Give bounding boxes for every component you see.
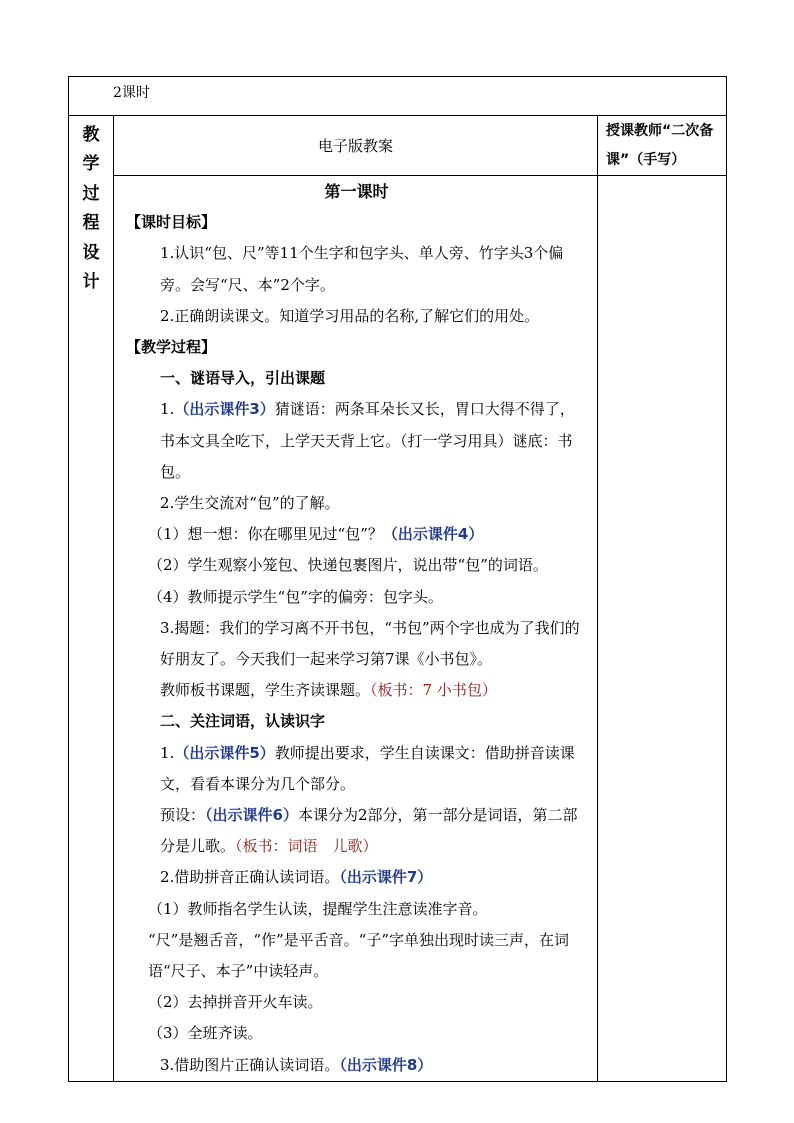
part1-heading: 一、谜语导入，引出课题 (160, 369, 326, 388)
side-char: 设 (82, 242, 100, 263)
lesson-content-cell (114, 176, 598, 1082)
step-number: 1. (160, 743, 175, 762)
step-2-2a: （1）教师指名学生认读，提醒学生注意读准字音。 (148, 899, 488, 918)
step-text: 本课分为2部分，第一部分是词语，第二部分是儿歌。 (160, 806, 578, 856)
courseware-tag: （出示课件7） (339, 868, 433, 887)
side-char: 学 (82, 154, 100, 175)
step-1-2b: （2）学生观察小笼包、快递包裹图片，说出带“包”的词语。 (148, 556, 548, 575)
step-2-2d: （3）全班齐读。 (148, 1024, 263, 1043)
courseware-tag: （出示课件3） (174, 400, 275, 419)
courseware-tag: （出示课件4） (382, 525, 484, 544)
header-main: 电子版教案 (114, 116, 598, 176)
step-text: 3.借助图片正确认读词语。 (160, 1055, 340, 1074)
step-text: 猜谜语：两条耳朵长又长，胃口大得不得了，书本文具全吃下，上学天天背上它。（打一学习用具）谜底：书包。 (160, 400, 575, 481)
step-2-3 (126, 1050, 587, 1081)
step-1-4 (126, 675, 587, 706)
hours-row (69, 77, 727, 116)
step-1-2: 2.学生交流对“包”的了解。 (160, 494, 340, 513)
goals-heading: 【课时目标】 (126, 213, 217, 232)
step-2-preset (126, 800, 587, 862)
header-teacher-notes: 授课教师“二次备课”（手写） (598, 116, 727, 176)
step-text: 教师提出要求，学生自读课文：借助拼音读课文，看看本课分为几个部分。 (160, 743, 575, 793)
side-label (69, 116, 113, 297)
step-number: 1. (160, 400, 175, 419)
step-2-2b: “尺”是翘舌音，“作”是平舌音。“子”字单独出现时读三声，在词语“尺子、本子”中读轻声。 (148, 930, 570, 981)
step-2-1 (126, 738, 587, 800)
courseware-tag: （出示课件8） (339, 1055, 433, 1074)
process-heading: 【教学过程】 (126, 338, 217, 357)
step-1-1 (126, 394, 587, 488)
side-char: 计 (82, 272, 100, 293)
courseware-tag: （出示课件5） (174, 743, 275, 762)
side-char: 教 (82, 125, 100, 145)
goal-2: 2.正确朗读课文。知道学习用品的名称,了解它们的用处。 (160, 306, 540, 325)
board-note: （板书：7 小书包） (370, 681, 497, 700)
lesson-hours: 2课时 (69, 77, 727, 116)
step-1-2c: （4）教师提示学生“包”字的偏旁：包字头。 (148, 587, 443, 606)
side-char: 过 (82, 183, 100, 204)
step-text: 教师板书课题，学生齐读课题。 (160, 681, 371, 700)
preset-label: 预设： (160, 806, 206, 825)
side-char: 程 (82, 213, 100, 234)
step-2-2 (126, 862, 587, 893)
board-note: （板书：词语 儿歌） (235, 837, 378, 856)
step-text: （1）想一想：你在哪里见过“包”？ (148, 525, 383, 544)
goal-1 (126, 238, 587, 300)
goal-1-text: 1.认识“包、尺”等11个生字和包字头、单人旁、竹字头3个偏旁。会写“尺、本”2个字。 (160, 244, 564, 294)
lesson-content (114, 176, 597, 1081)
lesson-title: 第一课时 (324, 182, 389, 201)
step-text: 2.借助拼音正确认读词语。 (160, 868, 340, 887)
teacher-notes-cell (598, 176, 727, 1082)
lesson-plan-table (68, 76, 727, 1082)
step-1-2a (126, 519, 587, 550)
side-label-cell (69, 116, 114, 1082)
courseware-tag: （出示课件6） (205, 806, 298, 825)
part2-heading: 二、关注词语，认读识字 (160, 712, 326, 731)
step-2-2c: （2）去掉拼音开火车读。 (148, 993, 323, 1012)
step-1-3: 3.揭题：我们的学习离不开书包，“书包”两个字也成为了我们的好朋友了。今天我们一起来学习第7课《小书包》。 (160, 618, 580, 669)
